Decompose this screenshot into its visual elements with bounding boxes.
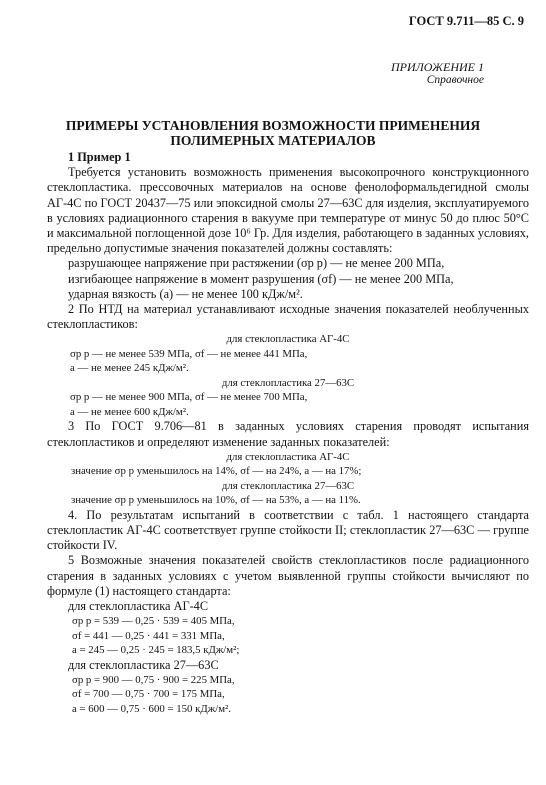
document-body [47,150,529,716]
title-line-1: ПРИМЕРЫ УСТАНОВЛЕНИЯ ВОЗМОЖНОСТИ ПРИМЕНЕНИЯ [65,118,481,133]
document-title [0,118,546,148]
p5-2763s-formula-2: σf = 700 — 0,75 · 700 = 175 МПа, [72,688,225,701]
p3-2763s-title: для стеклопластика 27—63С [221,479,355,492]
paragraph-2: 2 По НТД на материал устанавливают исходные значения показателей необлученных стеклопластиков: [47,302,529,332]
section-heading: 1 Пример 1 [68,150,131,164]
p3-ag4s-title: для стеклопластика АГ-4С [226,450,350,463]
p2-2763s-title: для стеклопластика 27—63С [221,376,355,389]
requirement-1: разрушающее напряжение при растяжении (σр р) — не менее 200 МПа, [68,256,445,271]
appendix-title: ПРИЛОЖЕНИЕ 1 [391,60,484,74]
title-line-2: ПОЛИМЕРНЫХ МАТЕРИАЛОВ [170,133,376,148]
p5-2763s-formula-3: а = 600 — 0,75 · 600 = 150 кДж/м². [72,702,231,715]
paragraph-3: 3 По ГОСТ 9.706—81 в заданных условиях старения проводят испытания стеклопластиков и определяют изменение заданных показателей: [47,419,529,449]
requirement-3: ударная вязкость (а) — не менее 100 кДж/м². [68,286,303,301]
intro-paragraph: Требуется установить возможность применения высокопрочного конструкционного стеклопластика. прессовочных материалов на основе фенолоформальдегидной смолы АГ-4С по ГОСТ 20437—75 или эпоксидной смолы 27—63С для изделия, эксплуатируемого в условиях радиационного старения в вакууме при температуре от минус 50 до плюс 50°С и максимальной поглощенной дозе 10⁶ Гр. Для изделия, работающего в заданных условиях, предельно допустимые значения показателей должны составлять: [47,165,529,256]
p3-ag4s-line: значение σр р уменьшилось на 14%, σf — на 24%, а — на 17%; [71,465,362,478]
appendix-type: Справочное [426,74,484,86]
page-header: ГОСТ 9.711—85 С. 9 [408,14,524,28]
appendix-label [391,61,484,87]
p5-ag4s-formula-1: σр р = 539 — 0,25 · 539 = 405 МПа, [72,615,235,628]
p5-ag4s-title: для стеклопластика АГ-4С [68,599,209,614]
p5-ag4s-formula-3: а = 245 — 0,25 · 245 = 183,5 кДж/м²; [72,644,240,657]
p5-ag4s-formula-2: σf = 441 — 0,25 · 441 = 331 МПа, [72,629,225,642]
p2-2763s-line-2: а — не менее 600 кДж/м². [70,405,189,418]
p5-2763s-formula-1: σр р = 900 — 0,75 · 900 = 225 МПа, [72,673,235,686]
p5-2763s-title: для стеклопластика 27—63С [68,657,219,672]
p2-2763s-line-1: σр р — не менее 900 МПа, σf — не менее 700 МПа, [70,391,308,404]
p2-ag4s-line-2: а — не менее 245 кДж/м². [70,362,189,375]
p2-ag4s-title: для стеклопластика АГ-4С [226,333,350,346]
paragraph-4: 4. По результатам испытаний в соответствии с табл. 1 настоящего стандарта стеклопластик АГ-4С соответствует группе стойкости II; стеклопластик 27—63С — группе стойкости IV. [47,507,529,553]
p3-2763s-line: значение σр р уменьшилось на 10%, σf — на 53%, а — на 11%. [71,494,361,507]
paragraph-5: 5 Возможные значения показателей свойств стеклопластиков после радиационного старения в заданных условиях с учетом выявленной группы стойкости вычисляют по формуле (1) настоящего стандарта: [47,553,529,598]
p2-ag4s-line-1: σр р — не менее 539 МПа, σf — не менее 441 МПа, [70,347,308,360]
requirement-2: изгибающее напряжение в момент разрушения (σf) — не менее 200 МПа, [68,271,454,286]
